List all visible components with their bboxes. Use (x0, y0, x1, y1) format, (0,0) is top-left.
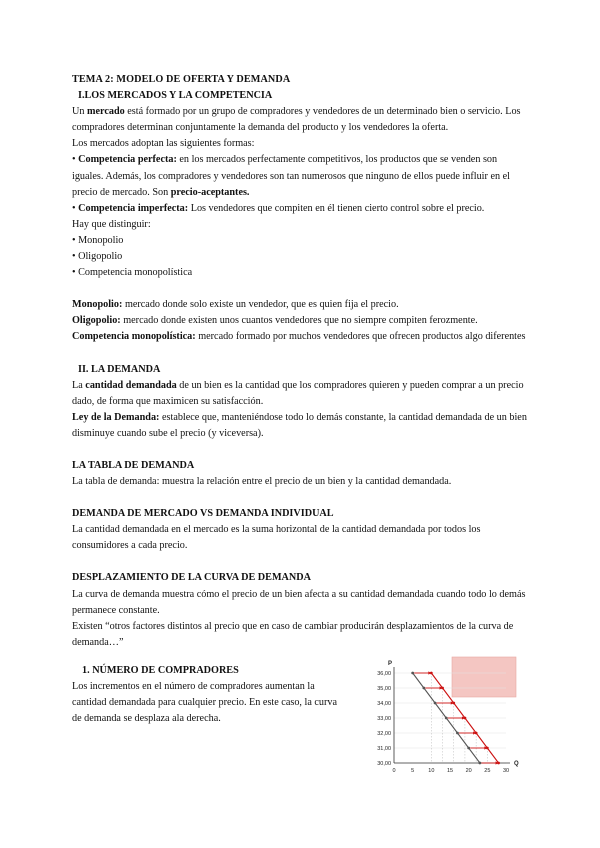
definition-oligopolio: Oligopolio: mercado donde existen unos cuantos vendedores que no siempre compiten ferozmente. (72, 315, 478, 327)
section-heading-numero-compradores: 1. NÚMERO DE COMPRADORES (82, 664, 239, 676)
definition-monopolio: Monopolio: mercado donde solo existe un vendedor, que es quien fija el precio. (72, 299, 399, 311)
x-tick-label: 15 (446, 767, 454, 774)
paragraph-factores: Existen “otros factores distintos al precio que en caso de cambiar producirán desplazamientos de la curva de demanda…” (72, 620, 514, 648)
x-tick-label: 5 (411, 767, 415, 774)
x-tick-label: 20 (465, 767, 472, 774)
y-tick-label: 32,00 (377, 730, 391, 737)
x-tick-label: 0 (392, 767, 396, 774)
chart-svg (360, 655, 520, 779)
paragraph-cantidad-demandada: La cantidad demandada de un bien es la cantidad que los compradores quieren y pueden comprar a un precio dado, de forma que maximicen su satisfacción. (72, 379, 524, 407)
list-item-competencia-monopolistica: • Competencia monopolística (72, 267, 193, 279)
data-point-1 (411, 672, 414, 675)
x-tick-label: 10 (428, 767, 435, 774)
paragraph-curva: La curva de demanda muestra cómo el precio de un bien afecta a su cantidad demandada cuando todo lo demás permanece constante. (72, 588, 526, 616)
y-tick-label: 30,00 (377, 760, 391, 767)
section-heading-mercado-vs-individual: DEMANDA DE MERCADO VS DEMANDA INDIVIDUAL (72, 508, 334, 520)
section-heading-desplazamiento: DESPLAZAMIENTO DE LA CURVA DE DEMANDA (72, 572, 311, 584)
bullet-competencia-imperfecta: • Competencia imperfecta: Los vendedores que compiten en él tienen cierto control sobre el precio. (72, 202, 485, 214)
list-item-monopolio: • Monopolio (72, 234, 124, 246)
data-point-1 (445, 717, 448, 720)
annotation-box (452, 657, 516, 697)
paragraph-ley-demanda: Ley de la Demanda: establece que, manteniéndose todo lo demás constante, la cantidad demandada de un bien disminuye cuando sube el precio (y viceversa). (72, 411, 527, 439)
definition-competencia-monopolistica: Competencia monopolística: mercado formado por muchos vendedores que ofrecen productos algo diferentes (72, 331, 526, 343)
data-point-1 (434, 702, 437, 705)
paragraph-formas: Los mercados adoptan las siguientes formas: (72, 138, 255, 150)
data-point-1 (422, 687, 425, 690)
section-heading-demanda: II. LA DEMANDA (78, 363, 161, 375)
paragraph-tabla: La tabla de demanda: muestra la relación entre el precio de un bien y la cantidad demandada. (72, 476, 452, 488)
bullet-competencia-perfecta: • Competencia perfecta: en los mercados perfectamente competitivos, los productos que se venden son iguales. Además, los compradores y vendedores son tan numerosos que ninguno de ellos puede influir en el precio de mercado. Son precio-aceptantes. (72, 154, 510, 198)
document-title: TEMA 2: MODELO DE OFERTA Y DEMANDA (72, 74, 291, 85)
data-point-1 (478, 762, 481, 765)
paragraph-numero-compradores: Los incrementos en el número de compradores aumentan la cantidad demandada para cualquier precio. En este caso, la curva de demanda se desplaza ala derecha. (72, 681, 338, 725)
numero-compradores-block (72, 660, 528, 803)
section-heading-tabla: LA TABLA DE DEMANDA (72, 459, 195, 471)
y-tick-label: 33,00 (377, 715, 391, 722)
paragraph-mercado-vs-individual: La cantidad demandada en el mercado es la suma horizontal de la cantidad demandada por todos los consumidores a cada precio. (72, 524, 481, 552)
data-point-1 (456, 732, 459, 735)
list-item-oligopolio: • Oligopolio (72, 251, 123, 263)
y-tick-label: 34,00 (377, 700, 391, 707)
document-page (72, 72, 528, 803)
paragraph-mercado: Un mercado está formado por un grupo de compradores y vendedores de un determinado bien o servicio. Los compradores determinan conjuntamente la demanda del producto y los vendedores la oferta. (72, 106, 521, 134)
y-tick-label: 36,00 (377, 670, 391, 677)
section-heading-mercados: I.LOS MERCADOS Y LA COMPETENCIA (78, 90, 273, 102)
x-axis-label: Q (514, 760, 519, 767)
data-point-1 (467, 747, 470, 750)
x-tick-label: 25 (484, 767, 491, 774)
paragraph-distinguir: Hay que distinguir: (72, 218, 151, 230)
y-tick-label: 31,00 (377, 745, 391, 752)
x-tick-label: 30 (502, 767, 510, 774)
demand-shift-chart (360, 655, 520, 779)
y-tick-label: 35,00 (377, 685, 391, 692)
y-axis-label: P (387, 660, 392, 667)
